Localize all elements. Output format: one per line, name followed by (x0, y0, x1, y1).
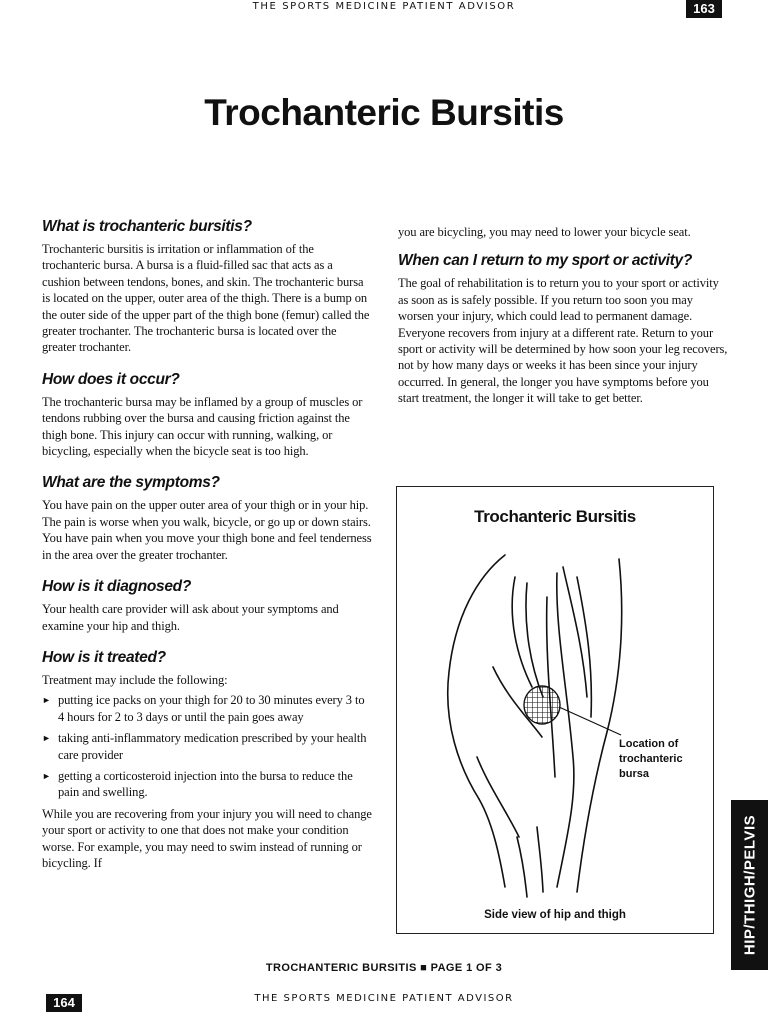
list-item (42, 768, 372, 801)
list-item-text: getting a corticosteroid injection into the bursa to reduce the pain and swelling. (58, 768, 353, 800)
running-head: THE SPORTS MEDICINE PATIENT ADVISOR (252, 1, 516, 12)
list-item (42, 692, 372, 725)
section-text-what-is: Trochanteric bursitis is irritation or inflammation of the trochanteric bursa. A bursa is a fluid-filled sac that acts as a cushion between tendons, bones, and skin. The trochanteric bursa is located on the upper, outer area of the thigh. There is a bump on the outer side of the upper part of the thigh bone (femur) called the greater trochanter. The trochanteric bursa is located over the greater trochanter. (42, 242, 370, 355)
bursa-marker (524, 686, 560, 724)
figure-label-line: Location of (619, 738, 679, 750)
list-item-text: putting ice packs on your thigh for 20 to 30 minutes every 3 to 4 hours for 2 to 3 days or until the pain goes away (58, 693, 365, 724)
section-text-treated-closing: While you are recovering from your injury you will need to change your sport or activity to one that does not make your condition worse. For example, you may need to swim instead of running or bicycling. If (42, 806, 372, 870)
bullet-arrow-icon: ► (42, 695, 51, 706)
section-text-treated-intro: Treatment may include the following: (42, 672, 228, 687)
document-footer: TROCHANTERIC BURSITIS ■ PAGE 1 OF 3 (265, 962, 503, 974)
section-tab (731, 800, 768, 970)
right-column (398, 224, 728, 407)
hip-thigh-illustration (397, 537, 715, 907)
page-number-top: 163 (686, 0, 722, 18)
figure-label-line: bursa (619, 768, 649, 780)
section-heading-diagnosed: How is it diagnosed? (42, 578, 192, 596)
section-text-return: The goal of rehabilitation is to return you to your sport or activity as soon as is safely possible. If you return too soon you may worsen your injury, which could lead to permanent damage. Everyone recovers from injury at a different rate. Return to your sport or activity will be determined by how soon your leg recovers, not by how many days or weeks it has been since your injury occurred. In general, the longer you have symptoms before you start treatment, the longer it will take to get better. (398, 276, 728, 406)
figure-label-line: trochanteric (619, 753, 683, 765)
section-text-symptoms: You have pain on the upper outer area of your thigh or in your hip. The pain is worse when you walk, bicycle, or go up or down stairs. You have pain when you move your thigh bone and feel tenderness in the area over the greater trochanter. (42, 498, 372, 562)
page-title: Trochanteric Bursitis (204, 92, 564, 133)
section-heading-symptoms: What are the symptoms? (42, 474, 220, 492)
bullet-arrow-icon: ► (42, 770, 51, 781)
bullet-arrow-icon: ► (42, 733, 51, 744)
figure-title: Trochanteric Bursitis (474, 507, 636, 526)
page-number-bottom: 164 (46, 994, 82, 1012)
treatment-list (42, 692, 372, 800)
continuation-text: you are bicycling, you may need to lower your bicycle seat. (398, 225, 691, 239)
running-foot: THE SPORTS MEDICINE PATIENT ADVISOR (254, 993, 514, 1004)
figure-label (619, 737, 709, 782)
section-heading-what-is: What is trochanteric bursitis? (42, 218, 252, 235)
section-heading-treated: How is it treated? (42, 648, 166, 666)
anatomy-figure (396, 486, 714, 934)
section-heading-how-occur: How does it occur? (42, 370, 180, 388)
section-text-how-occur: The trochanteric bursa may be inflamed by a group of muscles or tendons rubbing over the bursa and causing friction against the thigh bone. This injury can occur with running, walking, or bicycling, especially when the bicycle seat is too high. (42, 394, 363, 459)
section-text-diagnosed: Your health care provider will ask about your symptoms and examine your hip and thigh. (42, 602, 339, 633)
section-tab-label: HIP/THIGH/PELVIS (741, 814, 758, 956)
list-item (42, 730, 372, 763)
list-item-text: taking anti-inflammatory medication prescribed by your health care provider (58, 731, 367, 762)
left-column (42, 218, 372, 871)
section-heading-return: When can I return to my sport or activity? (398, 252, 693, 270)
figure-caption: Side view of hip and thigh (484, 909, 626, 921)
